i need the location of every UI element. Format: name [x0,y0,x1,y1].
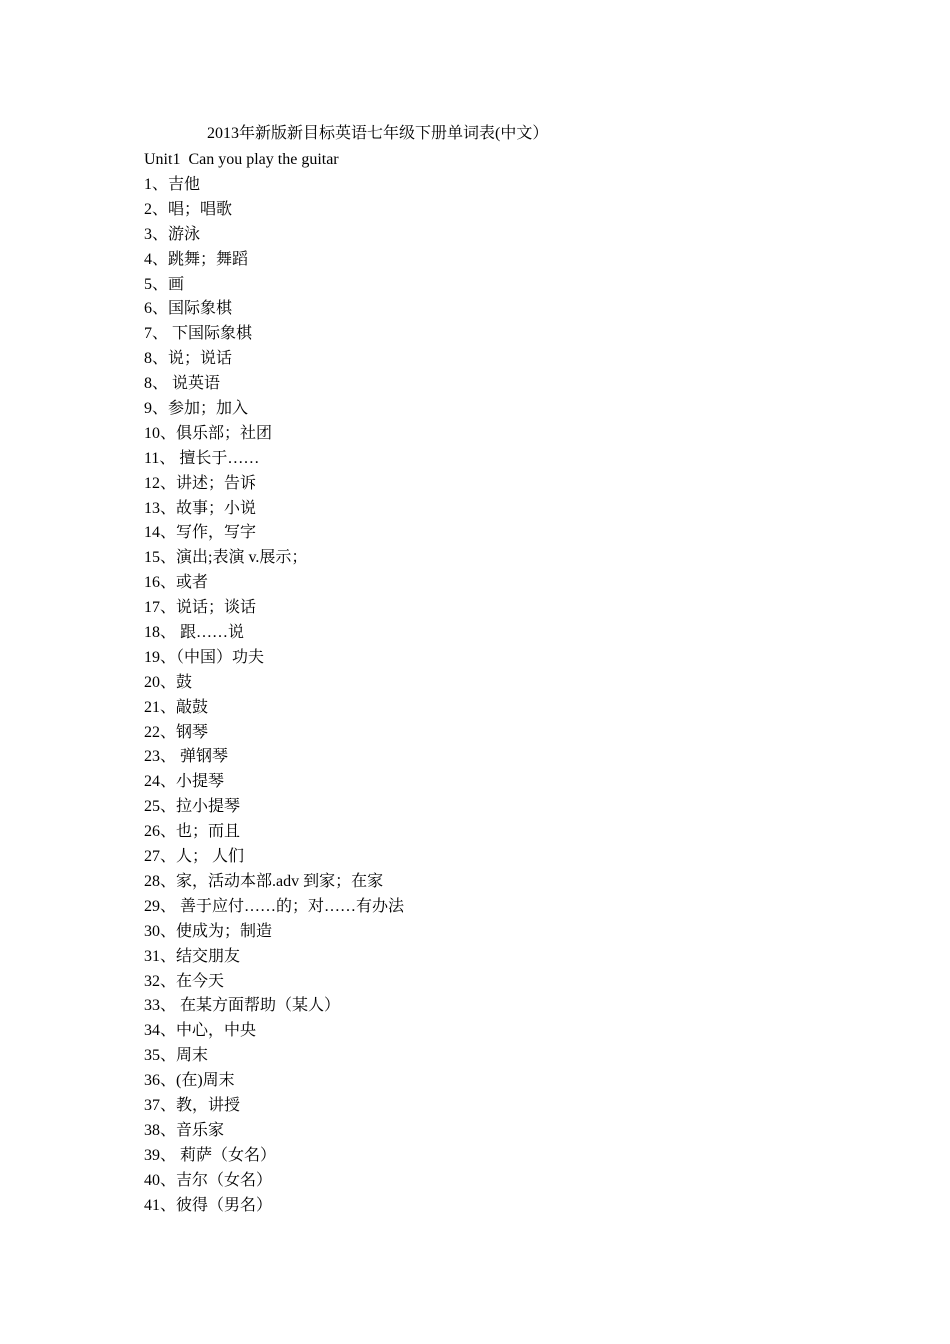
vocabulary-entry: 20、鼓 [144,673,193,691]
vocabulary-entry: 31、结交朋友 [144,947,241,965]
vocabulary-entry: 16、或者 [144,574,209,592]
vocabulary-entry: 24、小提琴 [144,773,225,791]
vocabulary-entry: 35、周末 [144,1047,209,1065]
vocabulary-entry: 5、画 [144,275,185,293]
vocabulary-entry: 26、也；而且 [144,823,241,841]
vocabulary-entry: 4、跳舞；舞蹈 [144,250,249,268]
vocabulary-entry: 29、 善于应付……的；对……有办法 [144,897,405,915]
vocabulary-entry: 21、敲鼓 [144,698,209,716]
vocabulary-entry: 18、 跟……说 [144,624,245,642]
vocabulary-entry: 40、吉尔（女名） [144,1171,273,1189]
vocabulary-entry: 14、写作，写字 [144,524,257,542]
vocabulary-entry: 28、家，活动本部.adv 到家；在家 [144,872,384,890]
vocabulary-entry: 30、使成为；制造 [144,922,273,940]
vocabulary-entry: 9、参加；加入 [144,400,249,418]
vocabulary-entry: 10、俱乐部；社团 [144,424,273,442]
vocabulary-entry: 38、音乐家 [144,1121,225,1139]
vocabulary-entry: 3、游泳 [144,225,201,243]
vocabulary-entry: 25、拉小提琴 [144,798,241,816]
vocabulary-entry: 34、中心，中央 [144,1022,257,1040]
vocabulary-entry: 12、讲述；告诉 [144,474,257,492]
vocabulary-entry: 13、故事；小说 [144,499,257,517]
vocabulary-entry: 8、说；说话 [144,350,233,368]
vocabulary-entry: 15、演出;表演 v.展示； [144,549,308,567]
vocabulary-entry: 22、钢琴 [144,723,209,741]
vocabulary-list [144,175,404,1220]
vocabulary-entry: 33、 在某方面帮助（某人） [144,997,341,1015]
vocabulary-entry: 36、(在)周末 [144,1072,235,1090]
vocabulary-entry: 6、国际象棋 [144,300,233,318]
vocabulary-entry: 23、 弹钢琴 [144,748,229,766]
vocabulary-entry: 2、唱；唱歌 [144,200,233,218]
document-title: 2013年新版新目标英语七年级下册单词表(中文） [207,125,549,142]
vocabulary-entry: 27、人； 人们 [144,848,245,866]
vocabulary-entry: 39、 莉萨（女名） [144,1146,277,1164]
vocabulary-entry: 17、说话；谈话 [144,599,257,617]
vocabulary-entry: 8、 说英语 [144,375,221,393]
vocabulary-entry: 41、彼得（男名） [144,1196,273,1214]
unit-heading: Unit1 Can you play the guitar [144,151,339,168]
vocabulary-entry: 37、教，讲授 [144,1096,241,1114]
vocabulary-entry: 1、吉他 [144,176,201,193]
vocabulary-entry: 32、在今天 [144,972,225,990]
vocabulary-entry: 7、 下国际象棋 [144,325,253,343]
vocabulary-entry: 11、 擅长于…… [144,449,260,467]
vocabulary-entry: 19、（中国）功夫 [144,648,265,666]
